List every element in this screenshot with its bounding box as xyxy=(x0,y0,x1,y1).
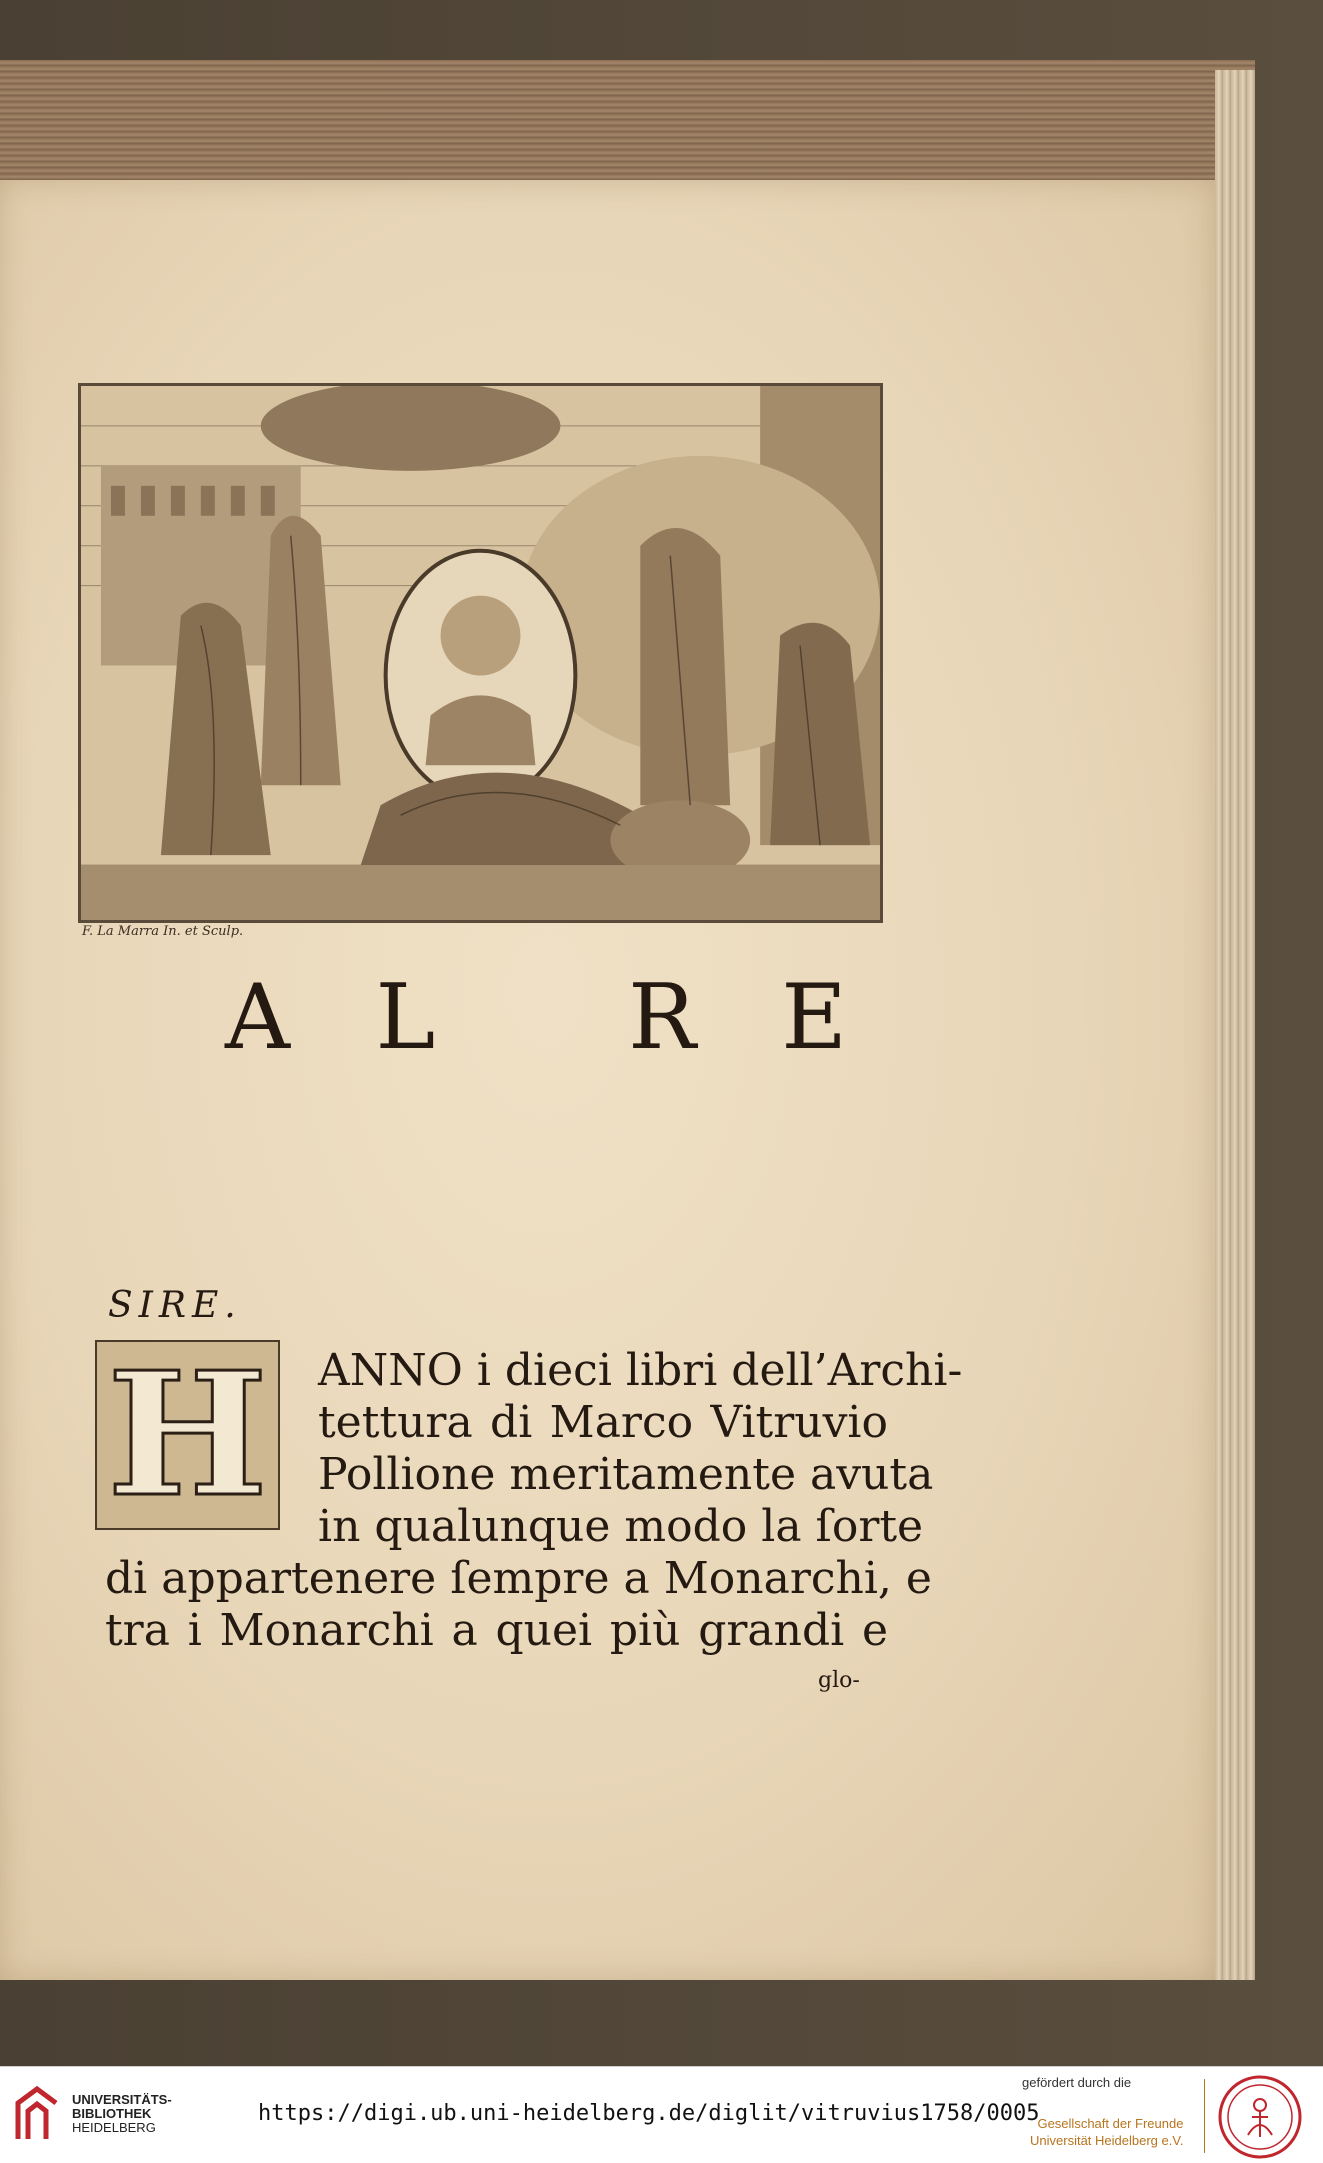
heading-letter: R xyxy=(628,965,714,1070)
heading-letter: L xyxy=(375,965,454,1070)
decorated-initial xyxy=(95,1335,280,1535)
body-line: in qualunque modo la ſorte xyxy=(318,1501,924,1552)
library-name[interactable] xyxy=(72,2093,172,2135)
permalink-url[interactable]: https://digi.ub.uni-heidelberg.de/diglit/vitruvius1758/0005 xyxy=(258,2101,1040,2126)
salutation: SIRE. xyxy=(108,1285,242,1326)
engraving-illustration xyxy=(78,383,883,923)
heading-letter: A xyxy=(225,965,308,1070)
library-name-line: HEIDELBERG xyxy=(72,2120,156,2135)
university-seal-icon[interactable] xyxy=(1218,2075,1302,2159)
body-line: tettura di Marco Vitruvio xyxy=(318,1397,888,1448)
body-line: ANNO i dieci libri dell’Archi- xyxy=(318,1345,963,1396)
page-right-edge xyxy=(1215,70,1255,1980)
sponsor-name-line: Gesellschaft der Freunde xyxy=(1037,2116,1184,2131)
engraving-credit: F. La Marra In. et Sculp. xyxy=(82,924,244,939)
engraving-picture xyxy=(81,386,880,920)
body-line: di appartenere ſempre a Monarchi, e xyxy=(105,1553,932,1604)
library-name-line: BIBLIOTHEK xyxy=(72,2106,152,2121)
sponsor-name-line: Universität Heidelberg e.V. xyxy=(1030,2133,1184,2148)
page-top-edge xyxy=(0,60,1255,190)
body-line: Pollione meritamente avuta xyxy=(318,1449,934,1500)
library-logo-icon[interactable] xyxy=(14,2085,60,2143)
dedication-heading xyxy=(225,965,865,1070)
catchword: glo- xyxy=(818,1668,860,1693)
heading-letter: E xyxy=(781,965,865,1070)
viewer-footer xyxy=(0,2066,1323,2163)
body-line: tra i Monarchi a quei più grandi e xyxy=(105,1605,888,1656)
sponsor-name[interactable] xyxy=(1030,2115,1183,2149)
sponsor-divider xyxy=(1204,2079,1205,2153)
sponsor-label: gefördert durch die xyxy=(1022,2075,1132,2090)
heading-gap xyxy=(521,965,561,1070)
initial-letter: H xyxy=(107,1335,268,1535)
library-name-line: UNIVERSITÄTS- xyxy=(72,2092,172,2107)
